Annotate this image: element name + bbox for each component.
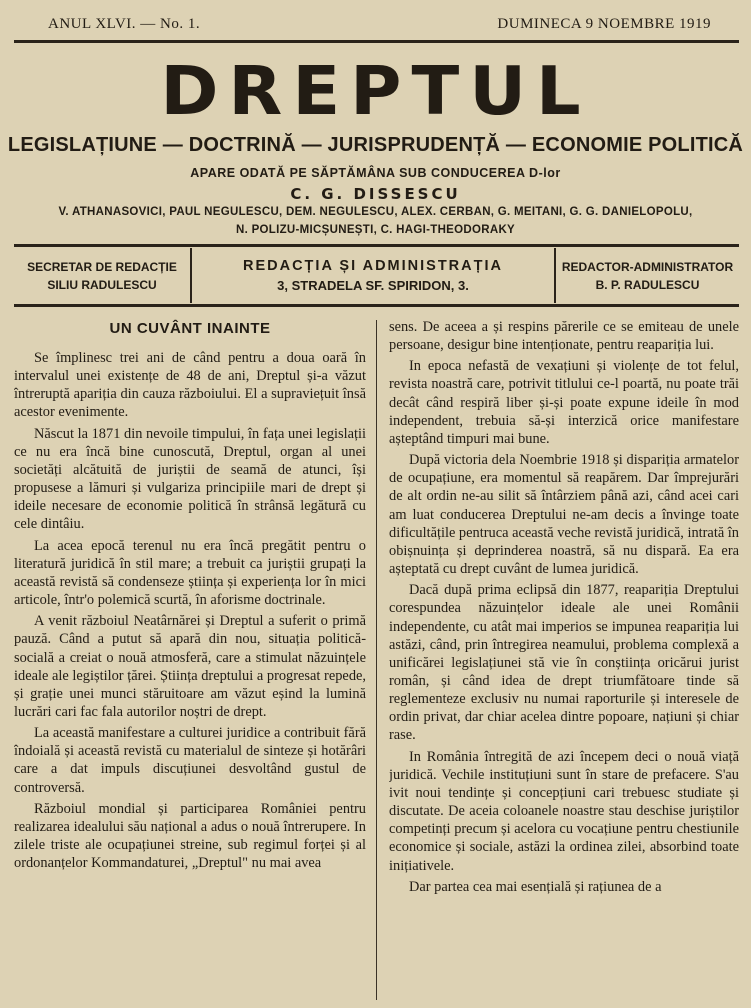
issue-date: DUMINECA 9 NOEMBRE 1919 [497, 16, 711, 32]
publication-frequency: APARE ODATĂ PE SĂPTĂMÂNA SUB CONDUCEREA D-lor [190, 166, 561, 180]
column-divider [376, 320, 377, 1000]
administration-label: REDACȚIA ȘI ADMINISTRAȚIA [243, 257, 503, 274]
editor-label: REDACTOR-ADMINISTRATOR [561, 259, 734, 274]
article-paragraph: In România întregită de azi începem deci o nouă viață juridică. Vechile instituțiuni sunt în stare de prefacere. S'au ivit noui tendințe și concepțiuni cari trebuesc studiate și discutate. De aceia coloanele noastre stau deschise juriștilor competinți precum și acelora cu vocațiune pentru chestiunile economice și sociale, astăzi la ordinea zilei, absorbind toate inițiativele. [389, 748, 739, 874]
article-paragraph: In epoca nefastă de vexațiuni și violențe de tot felul, revista noastră care, potrivit titlului ce-l poartă, nu poate trăi decât când respiră liber și-și poate expune ideile în mod independent, trebuia să-și interzică orice manifestare așteptând timpuri mai bune. [389, 358, 739, 447]
editorial-board-line-2: N. POLIZU-MICȘUNEȘTI, C. HAGI-THEODORAKY [235, 224, 516, 236]
article-paragraph: A venit războiul Neatârnărei și Dreptul a suferit o primă pauză. Când a putut să apară din nou, situația politică-socială a creiat o nouă atmosferă, care a stimulat năzuințele ideale ale legiștilor țărei. Știința dreptului a progresat repede, și grație unei munci stăruitoare am văzut eșind la lumină lucrări cari fac fala autorilor noștri de drept. [14, 613, 366, 720]
article-paragraph: La această manifestare a culturei juridice a contribuit fără îndoială și această revistă cu materialul de sinteze și hotărâri care a dat impuls discuțiunei desvoltând gustul de controversă. [14, 725, 366, 796]
article-column-left [14, 318, 366, 1008]
article-paragraph: Dacă după prima eclipsă din 1877, reapariția Dreptului corespundea năzuințelor ideale ale unei Românii independente, cu atât mai imperios se impunea reapariția lui astăzi, când, prin întregirea neamului, problema complexă a unificărei legislațiunei stă vie în conștiința oricărui jurist român, și când idea de drept triumfătoare tinde să reglementeze exclusiv nu numai raporturile și interesele de ordin privat, dar chiar acelea dintre popoare, națiuni și chiar rase. [389, 582, 739, 744]
issue-number: ANUL XLVI. — No. 1. [48, 16, 201, 32]
article-paragraph: Războiul mondial și participarea României pentru realizarea idealului său național a adus o nouă întrerupere. In zilele triste ale ocupațiunei streine, sub regimul forței și al ordonanțelor Kommandaturei, „Dreptul" nu mai avea [14, 800, 366, 872]
administration-address: 3, STRADELA SF. SPIRIDON, 3. [277, 277, 469, 293]
masthead-title: DREPTUL [160, 52, 591, 130]
editor-name: B. P. RADULESCU [595, 277, 700, 292]
article-paragraph: Dar partea cea mai esențială și rațiunea de a [409, 878, 662, 895]
secretary-name: SILIU RADULESCU [47, 277, 157, 292]
article-title: UN CUVÂNT INAINTE [109, 320, 271, 337]
top-rule [14, 40, 739, 43]
secretary-block [14, 248, 190, 303]
secretary-label: SECRETAR DE REDACȚIE [27, 259, 177, 274]
article-column-right [389, 318, 739, 1008]
infobox [14, 248, 739, 303]
infobox-bottom-rule [14, 304, 739, 307]
article-paragraph: La acea epocă terenul nu era încă pregătit pentru o literatură juridică în stil mare; a trebuit ca juriștii grupați la această revistă să condenseze știința și experiența lor în mici articole, într'o polemică scurtă, în aforisme doctrinale. [14, 537, 366, 609]
administration-block [190, 248, 556, 303]
editor-block [556, 248, 739, 303]
masthead-subtitle: LEGISLAȚIUNE — DOCTRINĂ — JURISPRUDENȚĂ — ECONOMIE POLITICĂ [7, 134, 744, 156]
article-paragraph: Născut la 1871 din nevoile timpului, în fața unei legislații ce nu era încă bine cunoscută, Dreptul, organ al unei societăți alcătuită de juriștii de seamă de atunci, își propusese a lămuri și vulgariza principiile mari de drept și ideile necesare de economie politică în strânsă legătură cu cele dintâiu. [14, 425, 366, 533]
issue-line [48, 16, 711, 33]
article-paragraph: sens. De aceea a și respins părerile ce se emiteau de unele persoane, desigur bine intenționate, pentru reapariția lui. [389, 319, 739, 354]
article-paragraph: Se împlinesc trei ani de când pentru a doua oară în intervalul unei existențe de 48 de ani, Dreptul și-a văzut întreruptă apariția din cauza războiului. El a supraviețuit însă acestor evenimente. [14, 350, 366, 421]
infobox-top-rule [14, 244, 739, 247]
editorial-board-line-1: V. ATHANASOVICI, PAUL NEGULESCU, DEM. NEGULESCU, ALEX. CERBAN, G. MEITANI, G. G. DANIELOPOLU, [58, 206, 693, 218]
article-paragraph: După victoria dela Noembrie 1918 și dispariția armatelor de ocupațiune, era momentul să reapărem. Dar împrejurări de alt ordin ne-au silit să întârziem până azi, când acei cari am luat conducerea Dreptului ne-am decis a învinge toate dificultățile pentruca această veche revistă juridică, intrată în obișnuința și deprinderea noastră, să nu dispară. Ea era așteptată cu drept cuvânt de lumea juridică. [389, 452, 739, 578]
director-name: C. G. DISSESCU [290, 185, 461, 203]
